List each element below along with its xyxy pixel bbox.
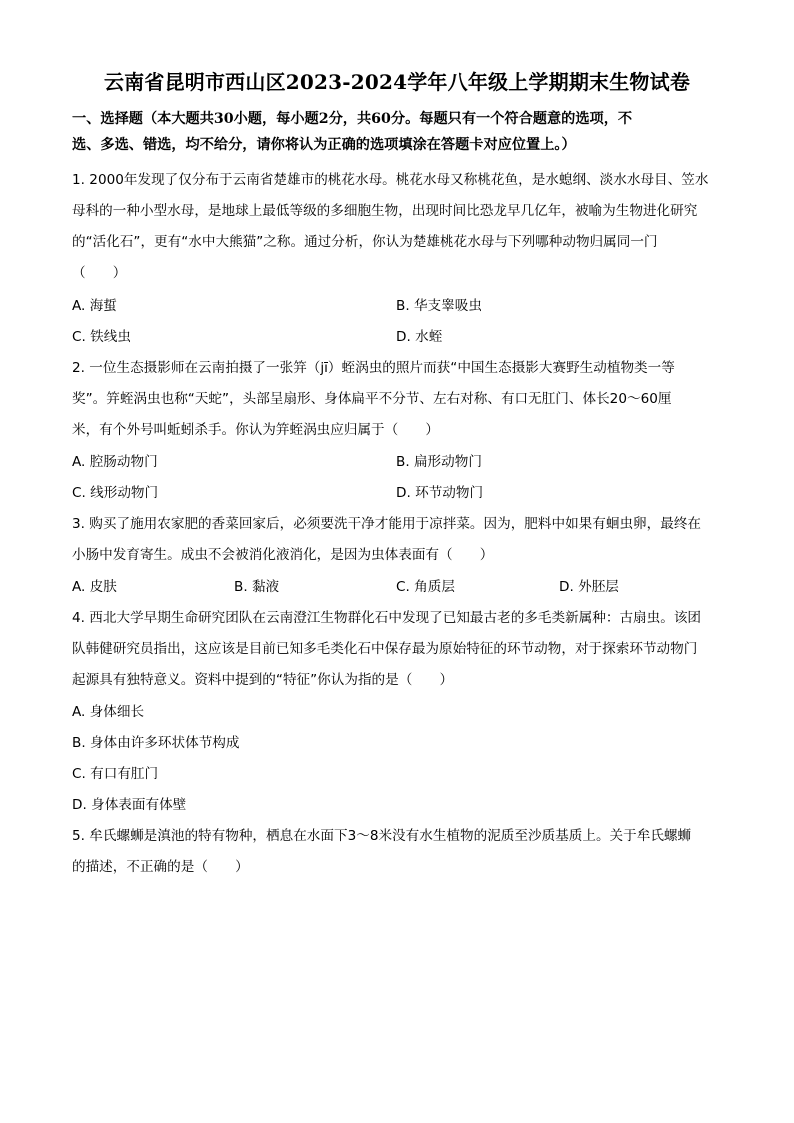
- question-line: 小肠中发育寄生。成虫不会被消化液消化，是因为虫体表面有（ ）: [72, 547, 494, 563]
- question-line: 3. 购买了施用农家肥的香菜回家后，必须要洗干净才能用于凉拌菜。因为，肥料中如果有蛔虫卵，最终在: [72, 516, 702, 532]
- question-line: 2. 一位生态摄影师在云南拍摄了一张笄（jī）蛭涡虫的照片而获“中国生态摄影大赛野生动植物类一等: [72, 360, 675, 376]
- section-heading-line: 选、多选、错选，均不给分，请你将认为正确的选项填涂在答题卡对应位置上。）: [72, 137, 576, 153]
- question-line: 5. 牟氏螺蛳是滇池的特有物种，栖息在水面下3～8米没有水生植物的泥质至沙质基质上。关于牟氏螺蛳: [72, 828, 692, 844]
- option-c[interactable]: C. 有口有肛门: [72, 766, 159, 782]
- question-2-stem: [72, 353, 732, 446]
- question-line: 母科的一种小型水母，是地球上最低等级的多细胞生物，出现时间比恐龙早几亿年，被喻为生物进化研究: [72, 203, 698, 219]
- page-title: 云南省昆明市西山区2023-2024学年八年级上学期期末生物试卷: [103, 70, 691, 94]
- option-a[interactable]: A. 腔肠动物门: [72, 454, 158, 470]
- option-a[interactable]: A. 海蜇: [72, 298, 117, 314]
- section-heading: [72, 106, 732, 158]
- option-d[interactable]: D. 外胚层: [559, 579, 619, 595]
- option-a[interactable]: A. 身体细长: [72, 704, 145, 720]
- option-b[interactable]: B. 扁形动物门: [396, 454, 482, 470]
- option-d[interactable]: D. 水蛭: [396, 329, 443, 345]
- question-line: （ ）: [72, 265, 127, 281]
- option-b[interactable]: B. 黏液: [234, 579, 280, 595]
- question-line: 奖”。笄蛭涡虫也称“天蛇”，头部呈扇形、身体扁平不分节、左右对称、有口无肛门、体长20～60厘: [72, 391, 672, 407]
- option-c[interactable]: C. 角质层: [396, 579, 455, 595]
- question-3-stem: [72, 509, 732, 571]
- question-4-stem: [72, 603, 732, 696]
- option-b[interactable]: B. 身体由许多环状体节构成: [72, 735, 240, 751]
- question-5-stem: [72, 821, 732, 883]
- question-line: 1. 2000年发现了仅分布于云南省楚雄市的桃花水母。桃花水母又称桃花鱼，是水螅纲、淡水水母目、笠水: [72, 172, 709, 188]
- option-a[interactable]: A. 皮肤: [72, 579, 117, 595]
- question-line: 的描述，不正确的是（ ）: [72, 859, 249, 875]
- question-line: 起源具有独特意义。资料中提到的“特征”你认为指的是（ ）: [72, 672, 454, 688]
- question-line: 4. 西北大学早期生命研究团队在云南澄江生物群化石中发现了已知最古老的多毛类新属种：古扇虫。该团: [72, 610, 702, 626]
- option-c[interactable]: C. 铁线虫: [72, 329, 131, 345]
- option-d[interactable]: D. 环节动物门: [396, 485, 484, 501]
- option-c[interactable]: C. 线形动物门: [72, 485, 159, 501]
- question-line: 米，有个外号叫蚯蚓杀手。你认为笄蛭涡虫应归属于（ ）: [72, 422, 440, 438]
- question-1-stem: [72, 165, 732, 289]
- question-line: 的“活化石”，更有“水中大熊猫”之称。通过分析，你认为楚雄桃花水母与下列哪种动物归属同一门: [72, 234, 658, 250]
- option-b[interactable]: B. 华支睾吸虫: [396, 298, 482, 314]
- option-d[interactable]: D. 身体表面有体壁: [72, 797, 187, 813]
- question-line: 队韩健研究员指出，这应该是目前已知多毛类化石中保存最为原始特征的环节动物，对于探索环节动物门: [72, 641, 698, 657]
- section-heading-line: 一、选择题（本大题共30小题，每小题2分，共60分。每题只有一个符合题意的选项，不: [72, 111, 633, 127]
